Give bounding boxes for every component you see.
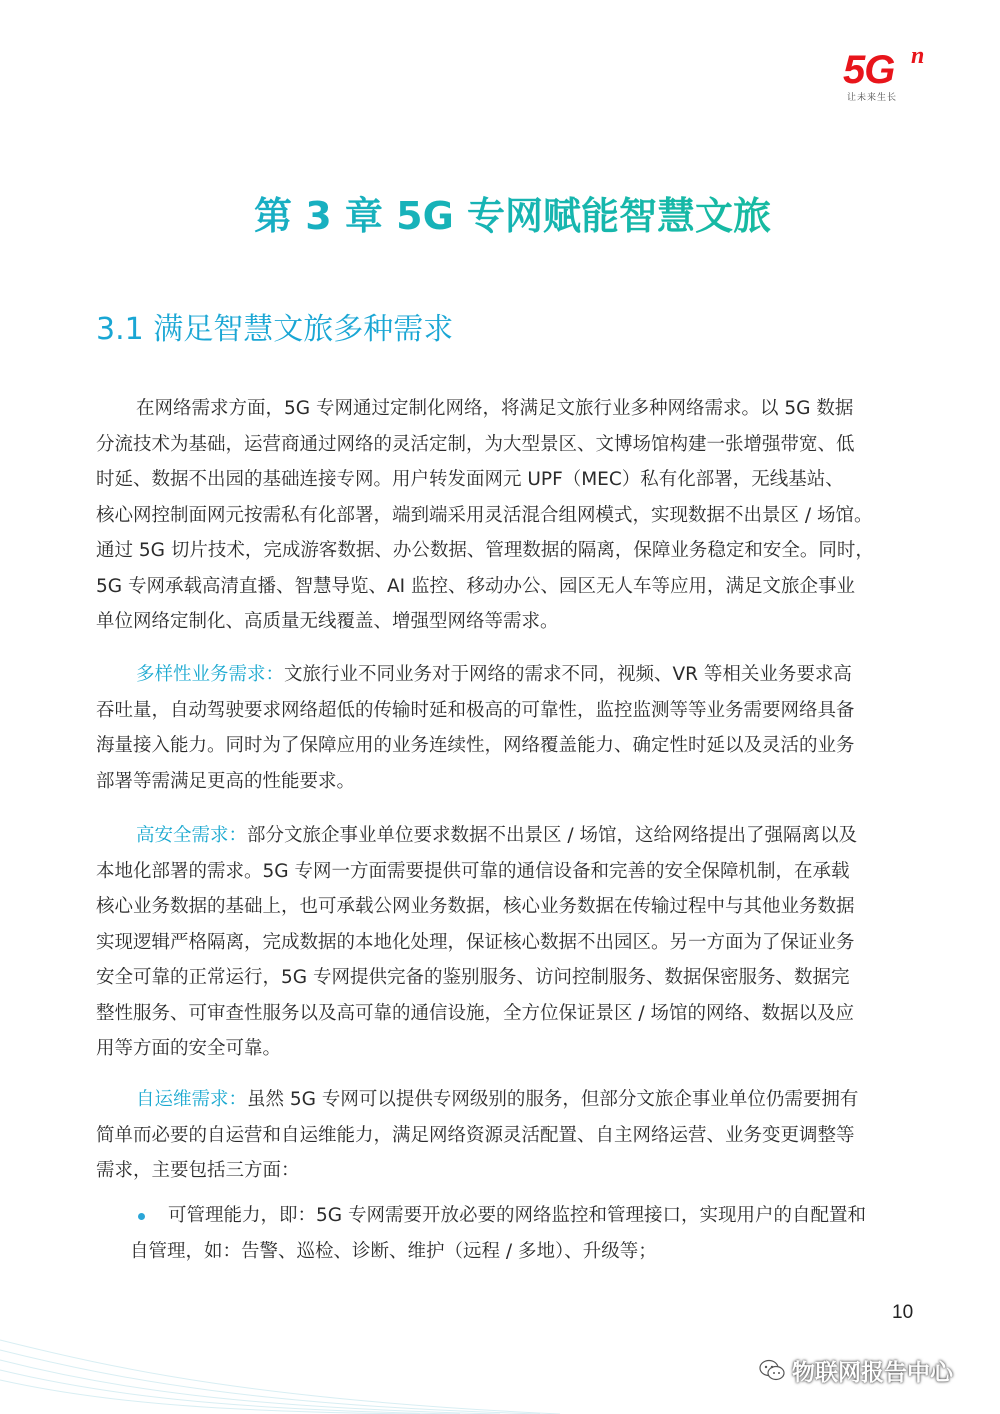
paragraph-line: 安全可靠的正常运行，5G 专网提供完备的鉴别服务、访问控制服务、数据保密服务、数据完 xyxy=(96,967,850,988)
watermark xyxy=(758,1352,953,1388)
bullet-line: 可管理能力，即：5G 专网需要开放必要的网络监控和管理接口，实现用户的自配置和 xyxy=(168,1205,866,1226)
paragraph-text: 虽然 5G 专网可以提供专网级别的服务，但部分文旅企事业单位仍需要拥有 xyxy=(247,1089,859,1110)
bullet-line: 自管理，如：告警、巡检、诊断、维护（远程 / 多地）、升级等； xyxy=(130,1240,657,1262)
bullet-dot-icon xyxy=(138,1213,145,1220)
logo-slogan: 让未来生长 xyxy=(847,93,898,103)
paragraph-line: 实现逻辑严格隔离，完成数据的本地化处理，保证核心数据不出园区。另一方面为了保证业务 xyxy=(96,931,855,953)
paragraph-line: 单位网络定制化、高质量无线覆盖、增强型网络等需求。 xyxy=(96,611,559,632)
high-security-paragraph xyxy=(96,818,932,1067)
bullet-list xyxy=(96,1198,932,1269)
paragraph-line xyxy=(96,657,932,693)
self-ops-paragraph xyxy=(96,1082,932,1189)
paragraph-line: 核心网控制面网元按需私有化部署，端到端采用灵活混合组网模式，实现数据不出景区 / 场馆。 xyxy=(96,504,873,526)
logo-superscript: n xyxy=(911,43,925,69)
paragraph-line: 海量接入能力。同时为了保障应用的业务连续性，网络覆盖能力、确定性时延以及灵活的业务 xyxy=(96,735,855,756)
paragraph-line: 需求，主要包括三方面： xyxy=(96,1160,300,1181)
diverse-business-paragraph xyxy=(96,657,932,799)
paragraph-line: 在网络需求方面，5G 专网通过定制化网络，将满足文旅行业多种网络需求。以 5G 数据 xyxy=(136,398,854,419)
paragraph-line: 吞吐量，自动驾驶要求网络超低的传输时延和极高的可靠性，监控监测等等业务需要网络具备 xyxy=(96,699,855,721)
intro-paragraph xyxy=(96,391,932,640)
paragraph-line: 简单而必要的自运营和自运维能力，满足网络资源灵活配置、自主网络运营、业务变更调整等 xyxy=(96,1124,855,1146)
wechat-icon xyxy=(758,1358,786,1382)
section-title: 3.1 满足智慧文旅多种需求 xyxy=(96,312,454,347)
paragraph-label: 自运维需求： xyxy=(136,1089,248,1110)
paragraph-line: 核心业务数据的基础上，也可承载公网业务数据，核心业务数据在传输过程中与其他业务数据 xyxy=(96,896,855,917)
watermark-text: 物联网报告中心 xyxy=(792,1359,953,1386)
paragraph-line xyxy=(96,818,932,854)
decorative-waves xyxy=(0,1280,560,1414)
paragraph-line xyxy=(96,1082,932,1118)
paragraph-line: 5G 专网承载高清直播、智慧导览、AI 监控、移动办公、园区无人车等应用，满足文旅企事业 xyxy=(96,575,855,597)
paragraph-line: 用等方面的安全可靠。 xyxy=(96,1038,282,1059)
chapter-title: 第 3 章 5G 专网赋能智慧文旅 xyxy=(0,192,1000,240)
paragraph-line: 整性服务、可审查性服务以及高可靠的通信设施，全方位保证景区 / 场馆的网络、数据以及应 xyxy=(96,1002,854,1024)
paragraph-line: 本地化部署的需求。5G 专网一方面需要提供可靠的通信设备和完善的安全保障机制，在承载 xyxy=(96,860,850,882)
paragraph-label: 多样性业务需求： xyxy=(136,664,285,685)
paragraph-line: 分流技术为基础，运营商通过网络的灵活定制，为大型景区、文博场馆构建一张增强带宽、低 xyxy=(96,433,855,455)
paragraph-line: 时延、数据不出园的基础连接专网。用户转发面网元 UPF（MEC）私有化部署，无线基站、 xyxy=(96,469,844,490)
list-item xyxy=(96,1198,932,1269)
brand-logo xyxy=(843,44,933,102)
logo-5g-text: 5G xyxy=(843,48,895,92)
paragraph-label: 高安全需求： xyxy=(136,825,248,846)
paragraph-line: 部署等需满足更高的性能要求。 xyxy=(96,770,356,792)
paragraph-text: 文旅行业不同业务对于网络的需求不同，视频、VR 等相关业务要求高 xyxy=(284,664,852,685)
paragraph-text: 部分文旅企事业单位要求数据不出景区 / 场馆，这给网络提出了强隔离以及 xyxy=(247,825,858,846)
page-number: 10 xyxy=(892,1302,914,1323)
paragraph-line: 通过 5G 切片技术，完成游客数据、办公数据、管理数据的隔离，保障业务稳定和安全。同时， xyxy=(96,540,874,561)
